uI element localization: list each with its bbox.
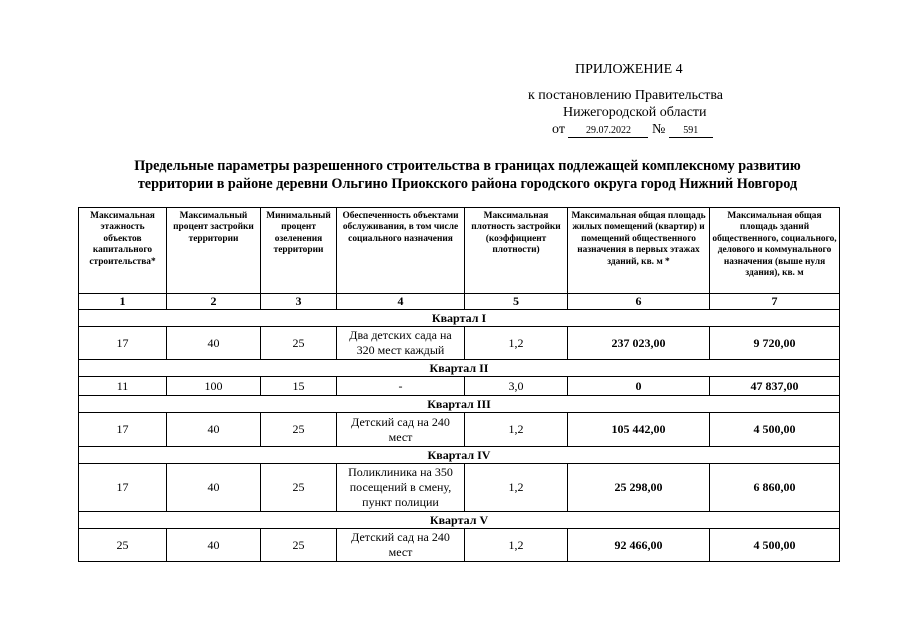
decree-line-2: Нижегородской области [563,105,707,120]
parameters-table [78,207,840,562]
quarter-label: Квартал I [79,310,840,327]
table-row [79,413,840,447]
column-number: 4 [337,294,465,310]
table-cell: 25 298,00 [568,464,710,512]
column-number: 2 [167,294,261,310]
table-row [79,529,840,562]
table-cell: 1,2 [465,464,568,512]
table-cell: 9 720,00 [710,327,840,360]
table-row [79,464,840,512]
table-cell: 105 442,00 [568,413,710,447]
table-cell: 6 860,00 [710,464,840,512]
column-number: 7 [710,294,840,310]
table-cell: 3,0 [465,377,568,396]
table-row [79,327,840,360]
decree-line-1: к постановлению Правительства [528,88,724,103]
table-cell: 1,2 [465,529,568,562]
column-number: 1 [79,294,167,310]
table-cell: Детский сад на 240 мест [337,413,465,447]
table-cell: 237 023,00 [568,327,710,360]
quarter-row [79,360,840,377]
quarter-label: Квартал IV [79,447,840,464]
quarter-label: Квартал II [79,360,840,377]
header-cell: Максимальная общая площадь зданий общественного, социального, делового и коммунального назначения (выше нуля здания), кв. м [710,208,840,294]
table-cell: Поликлиника на 350 посещений в смену, пункт полиции [337,464,465,512]
decree-number: 591 [669,124,713,138]
quarter-row [79,512,840,529]
table-cell: 40 [167,464,261,512]
table-cell: 40 [167,327,261,360]
table-cell: 25 [261,413,337,447]
table-cell: 40 [167,529,261,562]
date-prefix: от [552,122,565,137]
table-cell: 17 [79,327,167,360]
quarter-row [79,310,840,327]
table-cell: 4 500,00 [710,413,840,447]
table-cell: - [337,377,465,396]
document-title [95,157,840,193]
column-number: 6 [568,294,710,310]
decree-date: 29.07.2022 [568,124,648,138]
appendix-title: ПРИЛОЖЕНИЕ 4 [575,62,683,77]
table-cell: 25 [261,464,337,512]
header-cell: Максимальный процент застройки территории [167,208,261,294]
column-number: 3 [261,294,337,310]
decree-date-number [552,122,713,138]
table-cell: 1,2 [465,327,568,360]
number-sign: № [651,122,666,137]
header-cell: Максимальная общая площадь жилых помещений (квартир) и помещений общественного назначения в первых этажах зданий, кв. м * [568,208,710,294]
header-row [79,208,840,294]
table-cell: 15 [261,377,337,396]
quarter-row [79,447,840,464]
table-cell: 25 [261,327,337,360]
table-cell: 25 [79,529,167,562]
table-cell: 11 [79,377,167,396]
table-cell: 4 500,00 [710,529,840,562]
column-number: 5 [465,294,568,310]
header-cell: Максимальная плотность застройки (коэффициент плотности) [465,208,568,294]
quarter-label: Квартал V [79,512,840,529]
table-cell: Два детских сада на 320 мест каждый [337,327,465,360]
table-cell: 0 [568,377,710,396]
table-cell: 47 837,00 [710,377,840,396]
table-cell: 92 466,00 [568,529,710,562]
header-cell: Максимальная этажность объектов капитального строительства* [79,208,167,294]
table-cell: 40 [167,413,261,447]
quarter-label: Квартал III [79,396,840,413]
table-cell: 17 [79,464,167,512]
title-line-2: территории в районе деревни Ольгино Приокского района городского округа город Нижний Новгород [137,176,798,192]
table-row [79,377,840,396]
table-cell: 100 [167,377,261,396]
table-cell: 1,2 [465,413,568,447]
quarter-row [79,396,840,413]
title-line-1: Предельные параметры разрешенного строительства в границах подлежащей комплексному развитию [134,158,801,174]
table-cell: 25 [261,529,337,562]
header-cell: Обеспеченность объектами обслуживания, в том числе социального назначения [337,208,465,294]
column-number-row [79,294,840,310]
table-cell: Детский сад на 240 мест [337,529,465,562]
header-cell: Минимальный процент озеленения территории [261,208,337,294]
table-cell: 17 [79,413,167,447]
